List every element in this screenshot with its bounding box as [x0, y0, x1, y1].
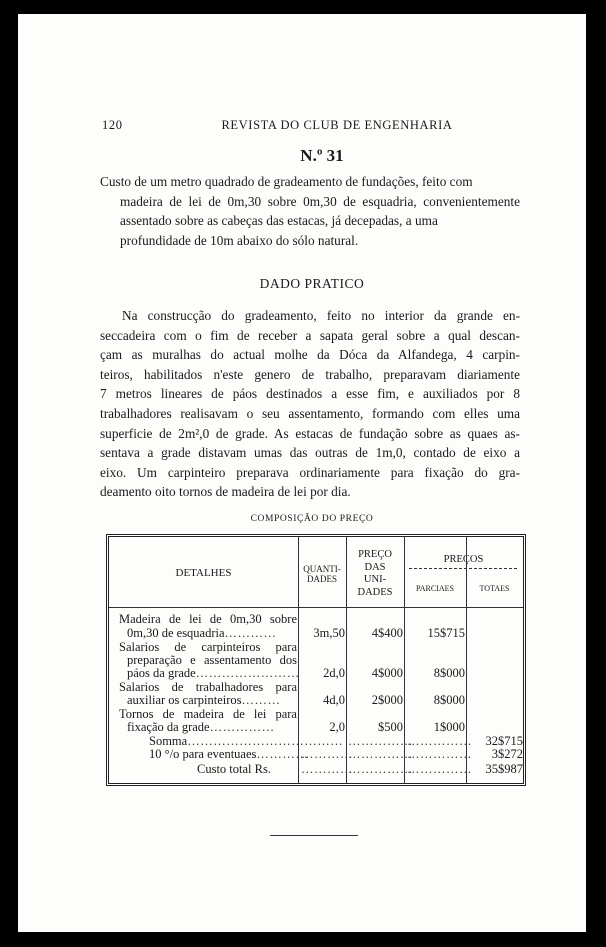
- row-partial: 15$715: [427, 626, 465, 640]
- header-preco-unidades: PREÇO DAS UNI- DADES: [357, 549, 393, 598]
- body-line: deamento oito tornos de madeira de lei por dia.: [100, 484, 351, 500]
- document-page: [18, 14, 586, 932]
- header-quantidades: QUANTI- DADES: [303, 564, 341, 584]
- running-header: [102, 118, 542, 133]
- row-description: auxiliar os carpinteiros………: [127, 693, 281, 707]
- header-parciaes: PARCIAES: [416, 584, 454, 593]
- row-description: preparação e assentamento dos: [127, 653, 297, 667]
- intro-line: madeira de lei de 0m,30 sobre 0m,30 de esquadria, convenientemente assentado sobre as cabeças das estacas, já decepadas, a uma: [120, 193, 520, 228]
- row-description: Salarios de carpinteiros para: [119, 640, 297, 654]
- header-totaes: TOTAES: [479, 584, 510, 593]
- row-partial: 8$000: [433, 693, 465, 707]
- eventuaes-value: 3$272: [491, 747, 523, 761]
- row-quantity: 3m,50: [313, 626, 345, 640]
- row-description: 0m,30 de esquadria…………: [127, 626, 277, 640]
- body-line: seccadeira com o fim de receber a sapata geral sobre a qual descan-: [100, 327, 520, 343]
- somma-value: 32$715: [485, 734, 523, 748]
- row-unit-price: 2$000: [371, 693, 403, 707]
- intro-line: profundidade de 10m abaixo do sólo natural.: [120, 232, 359, 248]
- row-unit-price: 4$400: [371, 626, 403, 640]
- table-row: [109, 613, 523, 626]
- table-row: [109, 627, 523, 640]
- row-description: Madeira de lei de 0m,30 sobre: [119, 612, 297, 626]
- journal-title: REVISTA DO CLUB DE ENGENHARIA: [221, 118, 453, 132]
- body-paragraph: [100, 306, 520, 502]
- entry-number: N.º 31: [300, 146, 344, 165]
- section-title: DADO PRATICO: [259, 276, 365, 291]
- eventuaes-label: 10 °/o para eventuaes: [149, 747, 257, 761]
- row-unit-price: $500: [378, 720, 403, 734]
- eventuaes-row: 10 °/o para eventuaes………… ………… …………… …………… 3$272: [149, 747, 523, 761]
- body-line: superficie de 2m²,0 de grade. As estacas de fundação sobre as quaes as-: [100, 425, 520, 441]
- row-quantity: 4d,0: [323, 693, 345, 707]
- body-line: Na construcção do gradeamento, feito no interior da grande en-: [122, 308, 520, 323]
- somma-label: Somma: [149, 734, 188, 748]
- row-partial: 8$000: [433, 666, 465, 680]
- body-line: sentava a grade distavam umas das outras de 1m,0, contado de eixo a: [100, 445, 520, 461]
- somma-row: Somma……………………………… …………… …………… 32$715: [149, 734, 523, 748]
- row-description: Tornos de madeira de lei para: [119, 707, 297, 721]
- page-number: 120: [102, 118, 123, 132]
- header-precos: PREÇOS: [443, 554, 484, 565]
- price-composition-table: [106, 534, 526, 786]
- table-row: [109, 667, 523, 680]
- header-divider: [109, 607, 523, 608]
- body-line: 7 metros lineares de páos destinados a esse fim, e auxiliados por 8: [100, 386, 520, 402]
- body-line: teiros, habilitados n'este genero de trabalho, preparavam diariamente: [100, 366, 520, 382]
- row-partial: 1$000: [433, 720, 465, 734]
- body-line: trabalhadores realisavam o seu assentamento, formando com elles uma: [100, 405, 520, 421]
- closing-rule: [270, 835, 358, 836]
- total-value: 35$987: [485, 762, 523, 776]
- row-description: Salarios de trabalhadores para: [119, 680, 297, 694]
- intro-line: Custo de um metro quadrado de gradeamento de fundações, feito com: [100, 174, 473, 189]
- header-detalhes: DETALHES: [175, 567, 232, 579]
- table-row: [109, 694, 523, 707]
- total-row: Custo total Rs. ………… …………… …………… 35$987: [197, 762, 523, 776]
- intro-paragraph: [100, 172, 520, 250]
- body-line: eixo. Um carpinteiro preparava ordinariamente para fixação do gra-: [100, 464, 520, 480]
- row-quantity: 2,0: [329, 720, 345, 734]
- row-description: fixação da grade……………: [127, 720, 275, 734]
- row-unit-price: 4$000: [371, 666, 403, 680]
- table-caption: COMPOSIÇÃO DO PREÇO: [250, 514, 374, 524]
- table-row: [109, 721, 523, 734]
- row-quantity: 2d,0: [323, 666, 345, 680]
- body-line: çam as muralhas do actual molhe da Dóca da Alfandega, 4 carpin-: [100, 347, 520, 363]
- row-description: páos da grade……………………: [127, 666, 300, 680]
- precos-divider: [409, 568, 517, 569]
- total-label: Custo total Rs.: [197, 762, 271, 776]
